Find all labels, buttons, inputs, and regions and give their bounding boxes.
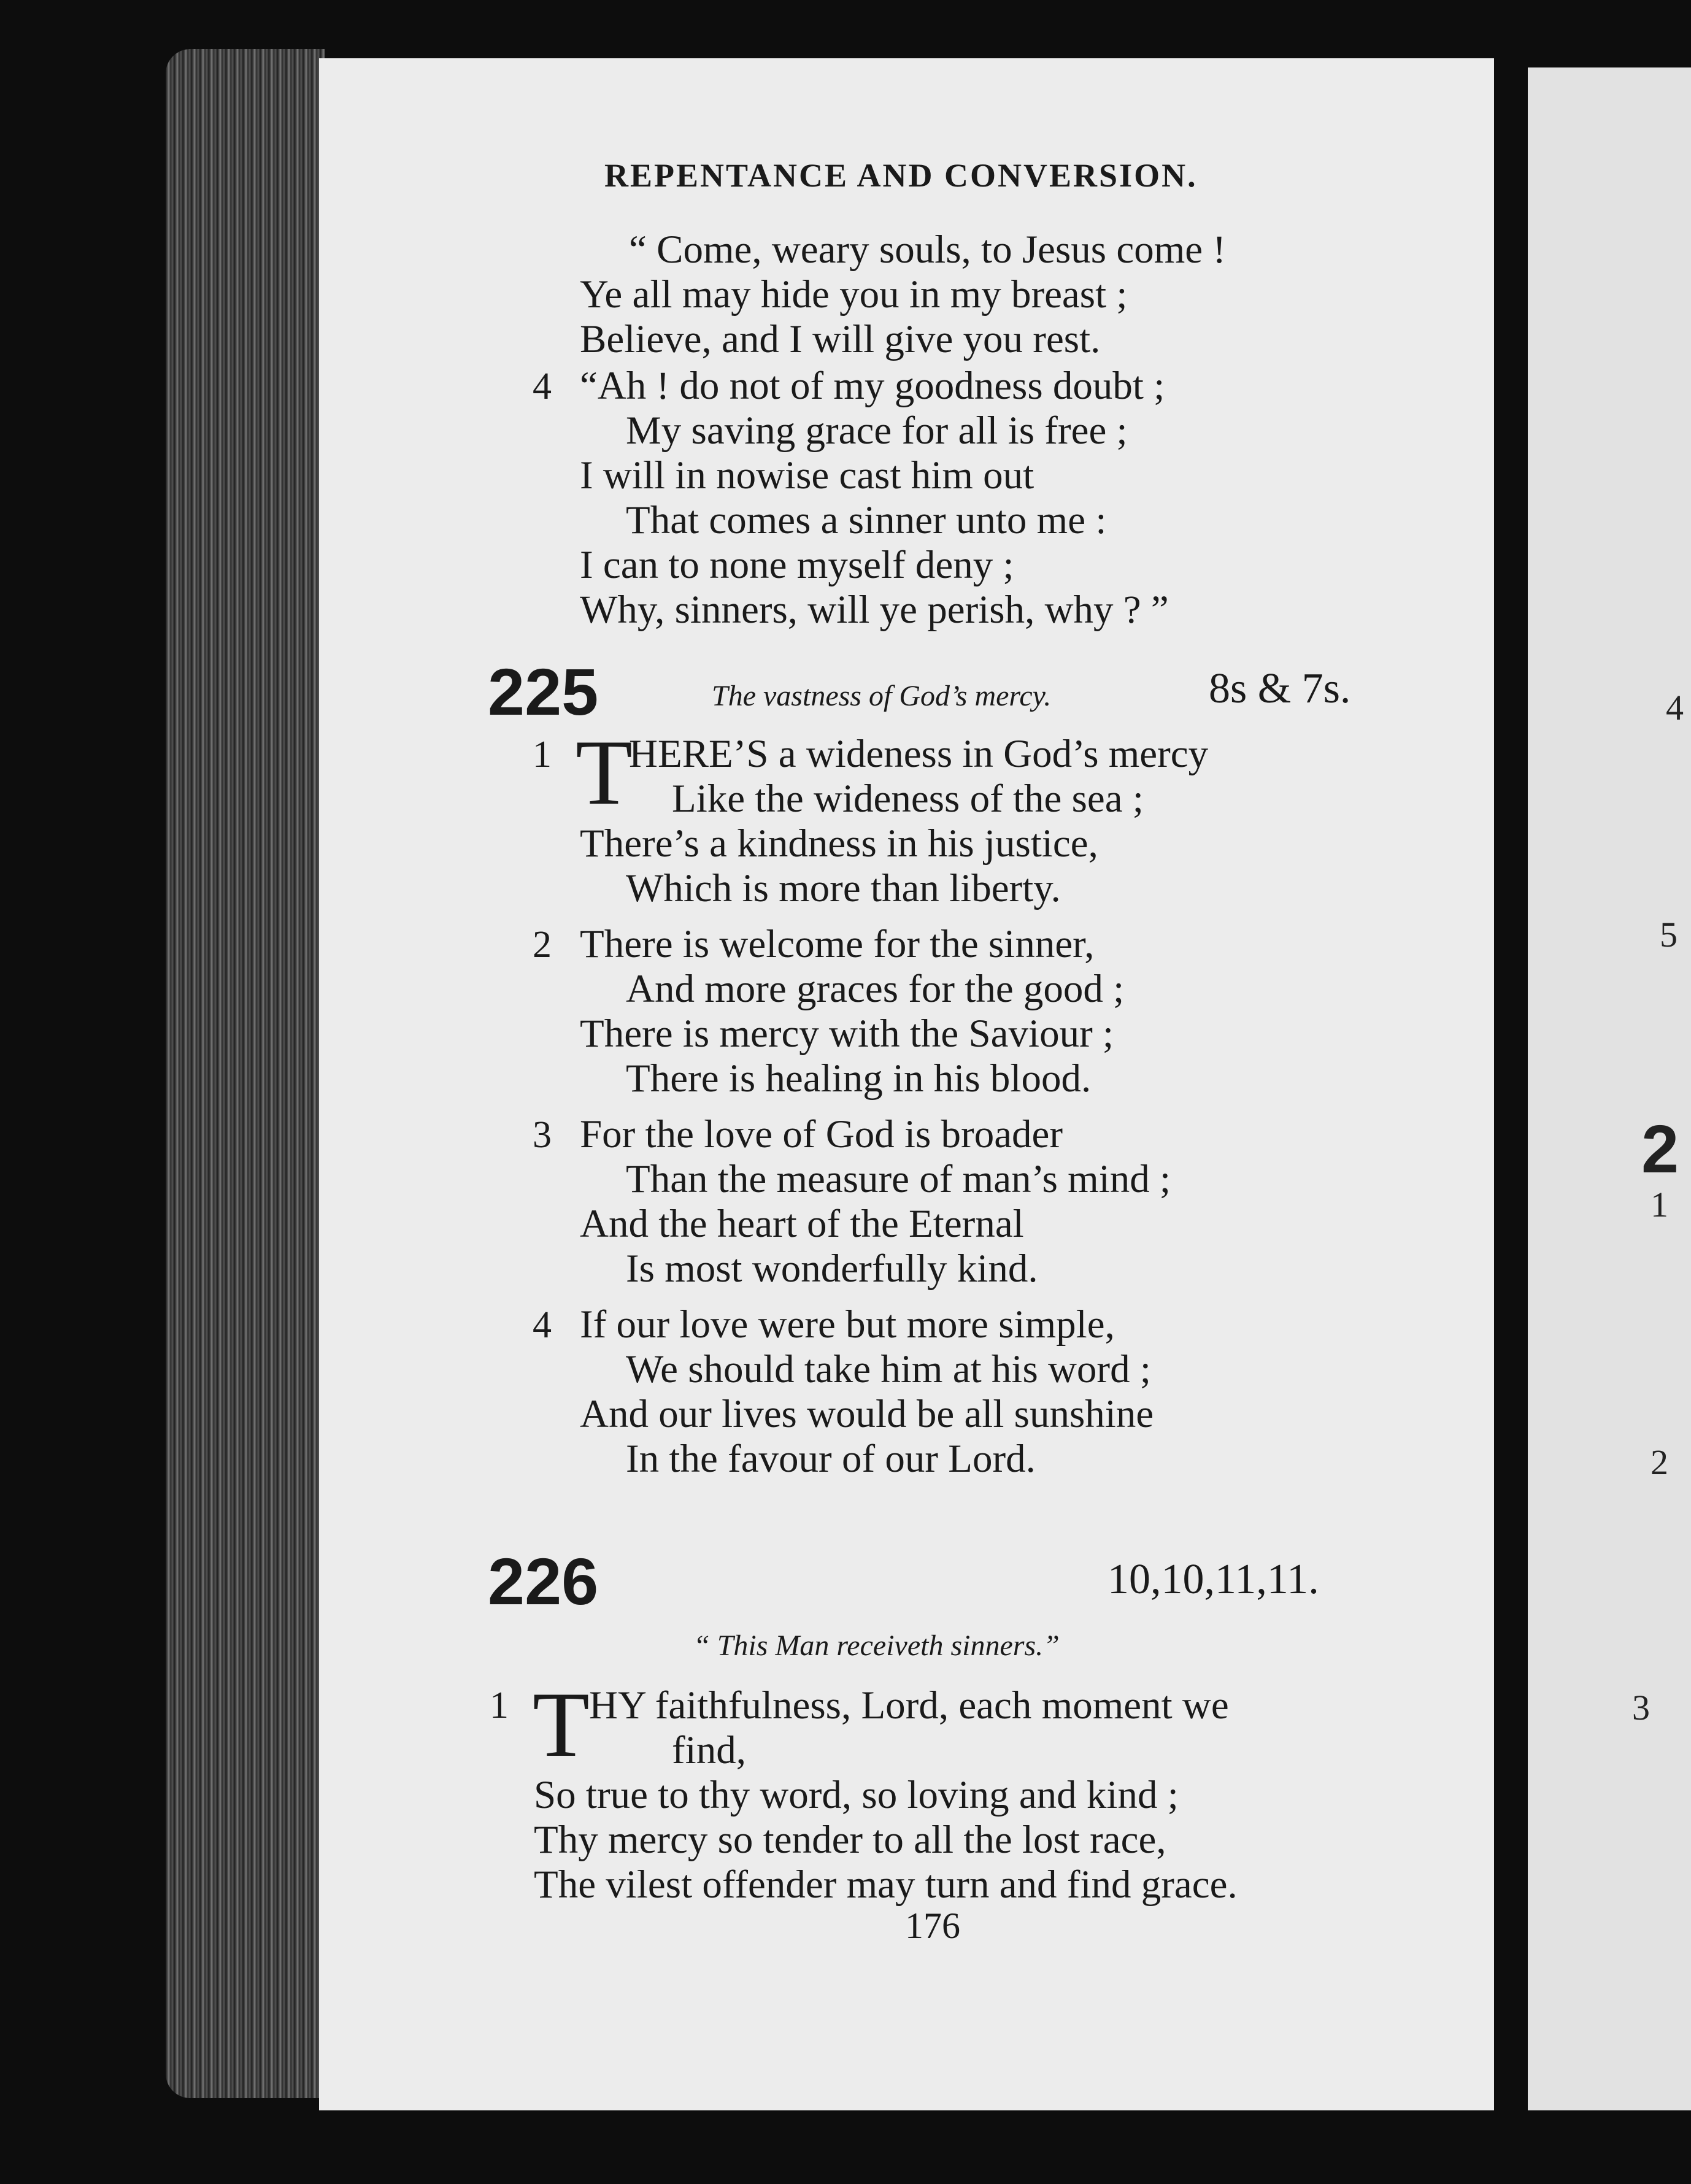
hymn-meter: 10,10,11,11. xyxy=(1107,1556,1319,1603)
verse-number: 1 xyxy=(490,1685,509,1726)
verse-number: 2 xyxy=(533,924,552,966)
verse-line: So true to thy word, so loving and kind ; xyxy=(534,1773,1179,1817)
verse-line: Thy mercy so tender to all the lost race, xyxy=(534,1818,1166,1862)
hymn-subtitle: “ This Man receiveth sinners.” xyxy=(693,1629,1060,1662)
verse-line: Which is more than liberty. xyxy=(626,866,1061,910)
verse-line: If our love were but more simple, xyxy=(580,1302,1115,1347)
adjacent-page xyxy=(1528,67,1691,2110)
running-header: REPENTANCE AND CONVERSION. xyxy=(604,157,1198,194)
hymn-subtitle: The vastness of God’s mercy. xyxy=(712,680,1052,712)
fragment-text: 5 xyxy=(1660,915,1678,955)
verse-line: “Ah ! do not of my goodness doubt ; xyxy=(580,364,1165,408)
fragment-text: 3 xyxy=(1632,1688,1650,1728)
verse-line: Is most wonderfully kind. xyxy=(626,1247,1038,1291)
verse-line: And our lives would be all sunshine xyxy=(580,1392,1154,1436)
hymn-number: 225 xyxy=(488,655,599,729)
verse-line: That comes a sinner unto me : xyxy=(626,498,1107,542)
verse-line: find, xyxy=(672,1728,746,1772)
verse-line: And the heart of the Eternal xyxy=(580,1202,1024,1246)
verse-number: 4 xyxy=(533,1304,552,1346)
page-number: 176 xyxy=(905,1905,960,1946)
verse-line: HERE’S a wideness in God’s mercy xyxy=(629,732,1209,776)
drop-cap: T xyxy=(533,1673,590,1776)
verse-line: Why, sinners, will ye perish, why ? ” xyxy=(580,588,1169,632)
verse-line: For the love of God is broader xyxy=(580,1112,1063,1156)
verse-line: We should take him at his word ; xyxy=(626,1347,1151,1391)
fragment-text: 4 xyxy=(1666,688,1684,728)
verse-line: HY faithfulness, Lord, each moment we xyxy=(589,1683,1229,1728)
verse-line: There is mercy with the Saviour ; xyxy=(580,1012,1114,1056)
hymn-number: 226 xyxy=(488,1544,599,1618)
drop-cap: T xyxy=(576,721,633,824)
verse-line: I will in nowise cast him out xyxy=(580,453,1034,498)
book-page-edges xyxy=(166,49,325,2098)
verse-line: “ Come, weary souls, to Jesus come ! xyxy=(629,228,1227,272)
verse-line: I can to none myself deny ; xyxy=(580,543,1014,587)
verse-line: There’s a kindness in his justice, xyxy=(580,821,1098,866)
verse-line: The vilest offender may turn and find grace. xyxy=(534,1863,1238,1907)
verse-line: Believe, and I will give you rest. xyxy=(580,317,1101,361)
fragment-text: 2 xyxy=(1641,1112,1679,1187)
verse-line: Ye all may hide you in my breast ; xyxy=(580,272,1128,317)
verse-line: In the favour of our Lord. xyxy=(626,1437,1036,1481)
verse-number: 1 xyxy=(533,734,552,775)
verse-line: Like the wideness of the sea ; xyxy=(672,777,1144,821)
verse-line: My saving grace for all is free ; xyxy=(626,409,1128,453)
verse-line: There is welcome for the sinner, xyxy=(580,922,1095,966)
fragment-text: 2 xyxy=(1651,1442,1668,1482)
book-page xyxy=(319,58,1494,2110)
verse-line: And more graces for the good ; xyxy=(626,967,1125,1011)
verse-line: Than the measure of man’s mind ; xyxy=(626,1157,1171,1201)
hymn-meter: 8s & 7s. xyxy=(1209,665,1351,712)
fragment-text: 1 xyxy=(1651,1185,1668,1225)
verse-number: 4 xyxy=(533,366,552,407)
verse-number: 3 xyxy=(533,1114,552,1156)
verse-line: There is healing in his blood. xyxy=(626,1056,1092,1101)
